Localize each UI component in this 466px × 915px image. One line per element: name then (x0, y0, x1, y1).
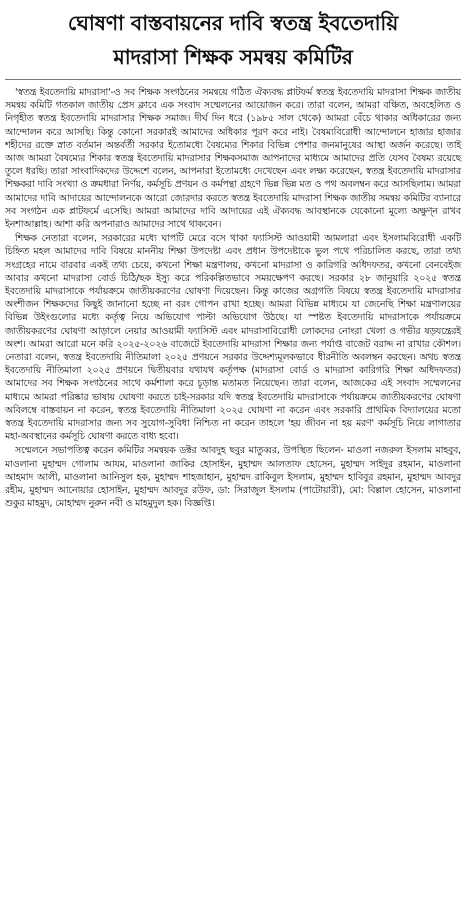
headline-line-1: ঘোষণা বাস্তবায়নের দাবি স্বতন্ত্র ইবতেদায়ি (67, 11, 399, 35)
paragraph-intro: 'স্বতন্ত্র ইবতেদায়ি মাদরাসা'-ও সব শিক্ষক সংগঠনের সমন্বয়ে গঠিত ঐক্যবদ্ধ প্লাটফর্ম স্বতন্ত্র ইবতেদায়ি মাদরাসা শিক্ষক জাতীয় সমন্বয় কমিটি গতকাল জাতীয় প্রেস ক্লাবে এক সংবাদ সম্মেলনের আয়োজন করে। তারা বলেন, আমরা বঞ্চিত, অবহেলিত ও নিগৃহীত স্বতন্ত্র ইবতেদায়ি মাদরাসার শিক্ষক সমাজ। দীর্ঘ দিন ধরে (১৯৮৫ সাল থেকে) আমরা বেঁচে থাকার অধিকারের জন্য আন্দোলন করে আসছি। কিন্তু কোনো সরকারই আমাদের অধিকার পূরণ করে নাই। বৈষম্যবিরোধী আন্দোলনে হাজার হাজার শহীদের রক্তে স্নাত বর্তমান অন্তর্বর্তী সরকার ইতোমধ্যে বৈষম্যের শিকার বিভিন্ন পেশার জনমানুষের আস্থা অর্জন করেছে। তাই আজ আমরা বৈষম্যের শিকার স্বতন্ত্র ইবতেদায়ি মাদরাসার শিক্ষকসমাজ আপনাদের মাধ্যমে আমাদের প্রতি যেসব বৈষম্য রয়েছে তুলে ধরছি। তারা সাংবাদিকদের উদ্দেশে বলেন, আপনারা ইতোমধ্যে দেখেছেন এবং লক্ষ্য করেছেন, স্বতন্ত্র ইবতেদায়ি মাদরাসার শিক্ষকরা দাবি সংখ্যা ও ক্রমধারা নির্ণয়, কর্মসূচি প্রণয়ন ও কর্মপন্থা গ্রহণে ভিন্ন ভিন্ন মত ও পথ অবলম্বন করে আসছিলাম। আমরা আমাদের দাবি আদায়ের আন্দোলনকে আরো জোরদার করতে স্বতন্ত্র ইবতেদায়ি মাদরাসা শিক্ষক জাতীয় সমন্বয় কমিটির ব্যানারে সব সংগঠন এক প্লাটফর্মে এসেছি। আমরা আমাদের দাবি আদায়ের এই ঐক্যবদ্ধ আবস্থানকে যেকোনো মূল্যে অক্ষুণ্ন রাখব ইনশাআল্লাহ। আশা করি অপনারাও আমাদের সাথে থাকবেন। (5, 87, 461, 231)
headline-divider (5, 79, 461, 80)
headline-line-2: মাদরাসা শিক্ষক সমন্বয় কমিটির (113, 45, 353, 69)
article-headline (5, 9, 461, 71)
paragraph-leaders-statement: শিক্ষক নেতারা বলেন, সরকারের মধ্যে ঘাপটি মেরে বসে থাকা ফ্যাসিস্ট আওয়ামী আমলারা এবং ইসলামবিরোধী একটি চিহ্নিত মহল আমাদের দাবি বিষয়ে মাননীয় শিক্ষা উপদেষ্টা এবং প্রধান উপদেষ্টাকে ভুল পথে পরিচালিত করছে, তারা তথ্য সংগ্রহের নামে বারবার একই তথ্য চেয়ে, কখনো শিক্ষা মন্ত্রণালয়, কখনো মাদরাসা ও কারিগরি অধিদফতর, কখনো বেনবেইজ আবার কখনো মাদরাসা বোর্ড চিঠি/ছক ইস্যু করে পরিকল্পিতভাবে সময়ক্ষেপণ করছে। সরকার ২৮ জানুয়ারি ২০২৫ স্বতন্ত্র ইবতেদায়ি মাদরাসাকে পর্যায়ক্রমে জাতীয়করণের ঘোষণা দিয়েছেন। কিন্তু কাজের অগ্রগতি বিষয়ে স্বতন্ত্র ইবতেদায়ি মাদরাসার অংশীজন শিক্ষকদের কিছুই জানানো হচ্ছে না বরং গোপন রাখা হচ্ছে। আমরা বিভিন্ন মাধ্যমে যা জেনেছি শিক্ষা মন্ত্রণালয়ের বিভিন্ন উইংগুলোর মধ্যে কর্তৃত্ব নিয়ে অভিযোগ পাল্টা অভিযোগ উঠছে। যা স্পষ্টত ইবতেদায়ি মাদরাসাকে পর্যায়ক্রমে জাতীয়করণের ঘোষণা আড়ালে নেয়ার আওয়ামী ফ্যাসিস্ট এবং মাদরাসাবিরোধী লোকদের নোংরা খেলা ও গভীর ষড়যন্ত্রেরই অংশ। আমরা আরো মনে করি ২০২৫-২০২৬ বাজেটে ইবতেদায়ি মাদরাসা শিক্ষার জন্য পর্যাপ্ত বাজেট বরাদ্দ না রাখার কৌশল। নেতারা বলেন, স্বতন্ত্র ইবতেদায়ি নীতিমালা ২০২৫ প্রণয়নে সরকার উদ্দেশ্যমূলকভাবে ধীরনীতি অবলম্বন করছেন। অথচ স্বতন্ত্র ইবতেদায়ি নীতিমালা ২০২৫ প্রণয়নে দ্বিতীয়বার যথাযথ কর্তৃপক্ষ (মাদরাসা বোর্ড ও মাদরাসা কারিগরি শিক্ষা অধিদফতর) আমাদের সব শিক্ষক সংগঠনের সাথে কর্মশালা করে চূড়ান্ত মতামত নিয়েছেন। তারা বলেন, আজকের এই সংবাদ সম্মেলনের মাধ্যমে আমরা পরিষ্কার ভাষায় ঘোষণা করতে চাই-সরকার যদি স্বতন্ত্র ইবতেদায়ি মাদরাসাকে পর্যায়ক্রমে জাতীয়করণের ঘোষণা অবিলম্বে বাস্তবায়ন না করেন, স্বতন্ত্র ইবতেদায়ি নীতিমালা ২০২৫ ঘোষণা না করেন এবং সরকারি প্রাথমিক বিদ্যালয়ের মতো স্বতন্ত্র ইবতেদায়ি মাদরাসার জন্য সব সুযোগ-সুবিধা নিশ্চিত না করেন তাহলে 'হয় জীবন না হয় মরণ' কর্মসূচি নিয়ে লাগাতার মহা-অবস্থানের কর্মসূচি ঘোষণা করতে বাধ্য হবো। (5, 233, 461, 443)
paragraph-attendees: সম্মেলনে সভাপতিত্ব করেন কমিটির সমন্বয়ক ডক্টর আবদুহ ছবুর মাতুব্বর, উপস্থিত ছিলেন- মাওলা নজরুল ইসলাম মাহবুব, মাওলানা মুহাম্মদ গোলাম আযম, মাওলানা জাকির হোসাইন, মুহাম্মদ আলতাফ হোসেন, মুহাম্মদ সাইদুর রহমান, মাওলানা আহমাদ আলী, মাওলানা আনিসুল হক, মুহাম্মদ শাহজাহান, মুহাম্মদ রাকিবুল ইসলাম, মুহাম্মদ হাবিবুর রহমান, মুহাম্মদ আবদুর রহীম, মুহাম্মদ আনোয়ার হোসাইন, মুহাম্মদ আবদুর রউফ, ডা: সিরাজুল ইসলাম (পাটোয়ারী), মো: বিল্লাল হোসেন, মাওলানা শুকুর মাহমুদ, মোহাম্মদ নুরুন নবী ও মাহমুদুল হক। বিজ্ঞপ্তি। (5, 445, 461, 510)
article-body (5, 86, 461, 511)
